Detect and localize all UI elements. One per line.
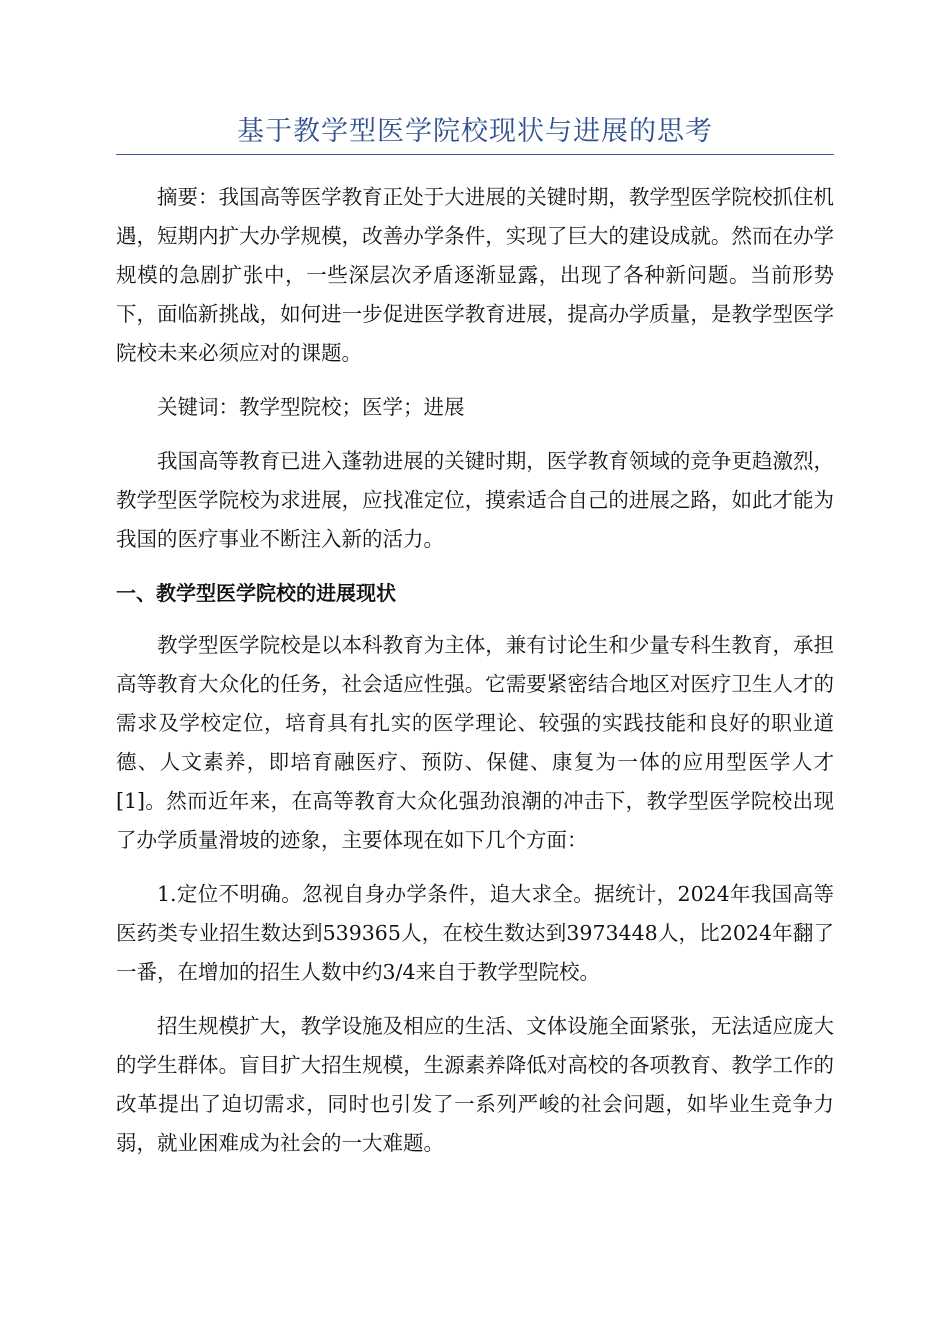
keywords-paragraph: 关键词：教学型院校；医学；进展	[157, 395, 465, 419]
section1-paragraph-1: 教学型医学院校是以本科教育为主体，兼有讨论生和少量专科生教育，承担高等教育大众化的任务，社会适应性强。它需要紧密结合地区对医疗卫生人才的需求及学校定位，培育具有扎实的医学理论、较强的实践技能和良好的职业道德、人文素养，即培育融医疗、预防、保健、康复为一体的应用型医学人才[1]。然而近年来，在高等教育大众化强劲浪潮的冲击下，教学型医学院校出现了办学质量滑坡的迹象，主要体现在如下几个方面：	[116, 633, 834, 852]
title-underline	[116, 154, 834, 155]
section1-paragraph-3: 招生规模扩大，教学设施及相应的生活、文体设施全面紧张，无法适应庞大的学生群体。盲目扩大招生规模，生源素养降低对高校的各项教育、教学工作的改革提出了迫切需求，同时也引发了一系列严峻的社会问题，如毕业生竞争力弱，就业困难成为社会的一大难题。	[116, 1014, 834, 1155]
section-heading-1: 一、教学型医学院校的进展现状	[116, 581, 396, 605]
document-title: 基于教学型医学院校现状与进展的思考	[237, 116, 713, 147]
abstract-paragraph: 摘要：我国高等医学教育正处于大进展的关键时期，教学型医学院校抓住机遇，短期内扩大办学规模，改善办学条件，实现了巨大的建设成就。然而在办学规模的急剧扩张中，一些深层次矛盾逐渐显露，出现了各种新问题。当前形势下，面临新挑战，如何进一步促进医学教育进展，提高办学质量，是教学型医学院校未来必须应对的课题。	[116, 185, 834, 365]
section1-paragraph-2: 1.定位不明确。忽视自身办学条件，追大求全。据统计，2024年我国高等医药类专业招生数达到539365人，在校生数达到3973448人，比2024年翻了一番，在增加的招生人数中约3/4来自于教学型院校。	[116, 882, 834, 984]
intro-paragraph: 我国高等教育已进入蓬勃进展的关键时期，医学教育领域的竞争更趋激烈，教学型医学院校为求进展，应找准定位，摸索适合自己的进展之路，如此才能为我国的医疗事业不断注入新的活力。	[116, 449, 834, 551]
document-body	[116, 178, 834, 1178]
